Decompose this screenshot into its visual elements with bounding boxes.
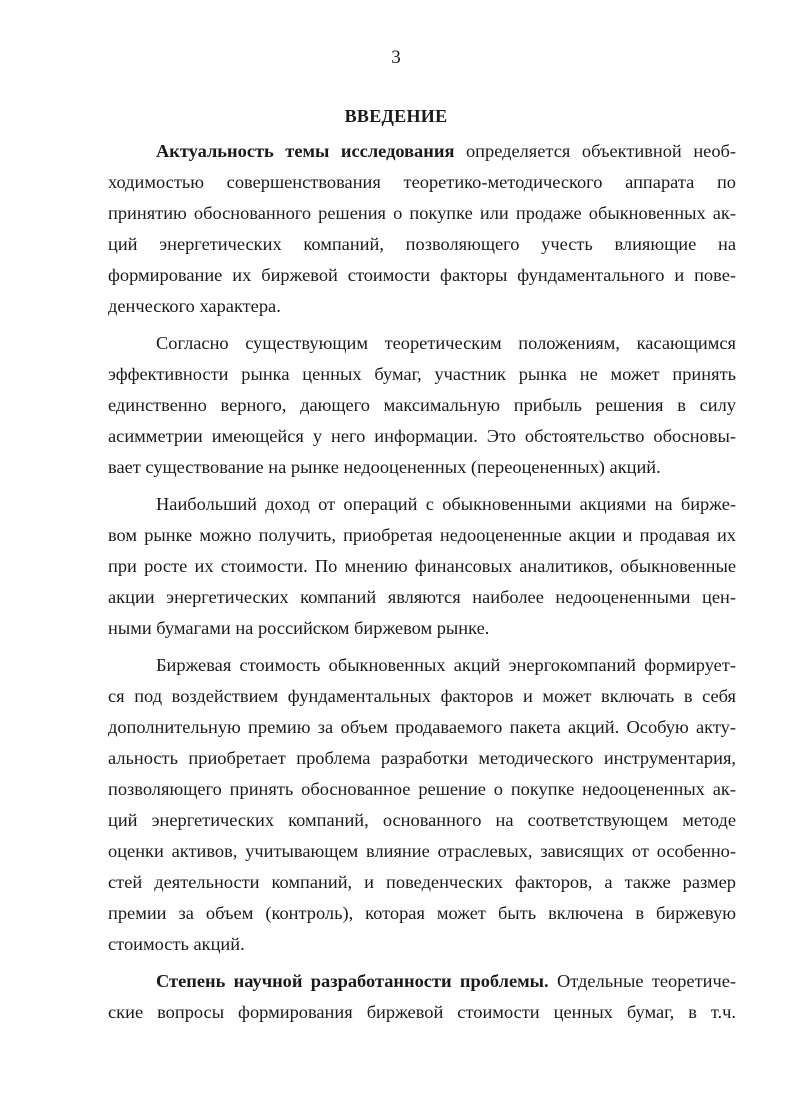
- text-line: Биржевая стоимость обыкновенных акций энергокомпаний формирует-: [156, 655, 736, 675]
- text-line: асимметрии имеющейся у него информации. Это обстоятельство обосновы-: [108, 426, 736, 446]
- text-line: вает существование на рынке недооцененных (переоцененных) акций.: [108, 457, 661, 477]
- text-line: позволяющего принять обоснованное решение о покупке недооцененных ак-: [108, 779, 736, 799]
- text-line: эффективности рынка ценных бумаг, участник рынка не может принять: [108, 364, 736, 384]
- lead-phrase: Степень научной разработанности проблемы.: [156, 971, 549, 991]
- text-line: формирование их биржевой стоимости факторы фундаментального и пове-: [108, 265, 736, 285]
- text-line: Согласно существующим теоретическим положениям, касающимся: [156, 333, 736, 353]
- text-line: ходимостью совершенствования теоретико-методического аппарата по: [108, 172, 736, 192]
- text-line: Актуальность темы исследования определяется объективной необ-: [156, 141, 737, 161]
- text-line: дополнительную премию за объем продаваемого пакета акций. Особую акту-: [108, 717, 736, 737]
- text-line: ций энергетических компаний, позволяющего учесть влияющие на: [108, 234, 736, 254]
- text-line: стей деятельности компаний, и поведенческих факторов, а также размер: [108, 872, 736, 892]
- text-line: стоимость акций.: [108, 934, 245, 954]
- page-number: 3: [391, 47, 401, 68]
- paragraph: [108, 328, 736, 483]
- paragraph: [108, 136, 736, 322]
- text-line: альность приобретает проблема разработки методического инструментария,: [108, 748, 736, 768]
- text-line: при росте их стоимости. По мнению финансовых аналитиков, обыкновенные: [108, 556, 736, 576]
- text-line: принятию обоснованного решения о покупке или продаже обыкновенных ак-: [108, 203, 736, 223]
- paragraph: [108, 966, 736, 1028]
- text-line: вом рынке можно получить, приобретая недооцененные акции и продавая их: [108, 525, 736, 545]
- text-line: оценки активов, учитывающем влияние отраслевых, зависящих от особенно-: [108, 841, 736, 861]
- lead-phrase: Актуальность темы исследования: [156, 141, 455, 161]
- body-text: [108, 136, 736, 1028]
- paragraph: [108, 489, 736, 644]
- text-line: ными бумагами на российском биржевом рынке.: [108, 618, 490, 638]
- text-line: ций энергетических компаний, основанного на соответствующем методе: [108, 810, 736, 830]
- text-line: Степень научной разработанности проблемы. Отдельные теоретиче-: [156, 971, 736, 991]
- text-line: ские вопросы формирования биржевой стоимости ценных бумаг, в т.ч.: [108, 1002, 736, 1022]
- section-title: ВВЕДЕНИЕ: [344, 106, 448, 126]
- paragraph: [108, 650, 736, 960]
- text-line: единственно верного, дающего максимальную прибыль решения в силу: [108, 395, 736, 415]
- text-line: акции энергетических компаний являются наиболее недооцененными цен-: [108, 587, 736, 607]
- text-line: Наибольший доход от операций с обыкновенными акциями на бирже-: [156, 494, 736, 514]
- text-line: премии за объем (контроль), которая может быть включена в биржевую: [108, 903, 736, 923]
- text-line: денческого характера.: [108, 296, 281, 316]
- text-line: ся под воздействием фундаментальных факторов и может включать в себя: [108, 686, 736, 706]
